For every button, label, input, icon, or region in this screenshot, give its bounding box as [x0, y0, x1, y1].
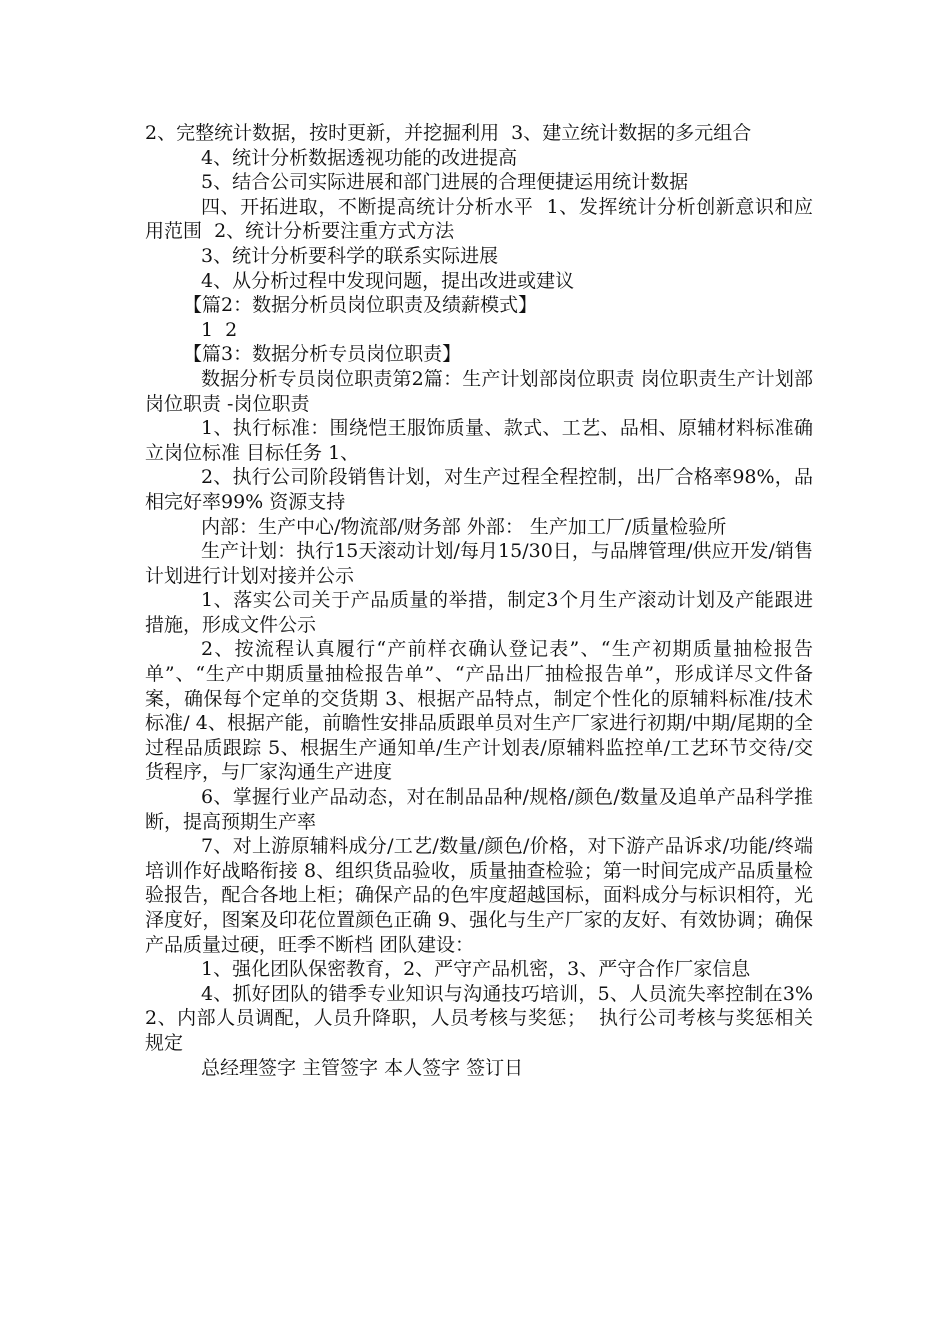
paragraph-pivot-improvement: 4、统计分析数据透视功能的改进提高: [201, 146, 518, 169]
paragraph-quality-measures: 1、落实公司关于产品质量的举措，制定3个月生产滚动计划及产能跟进措施，形成文件公示: [145, 589, 813, 636]
paragraph-supply-chain: 7、对上游原辅料成分/工艺/数量/颜色/价格，对下游产品诉求/功能/终端培训作好战略衔接 8、组织货品验收，质量抽查检验；第一时间完成产品质量检验报告，配合各地上柜；确保产品的色牢度超越国标，面料成分与标识相符，光泽度好，图案及印花位置颜色正确 9、强化与生产厂家的友好、有效协调；确保产品质量过硬，旺季不断档 团队建设：: [145, 835, 813, 956]
paragraph-statistics-data: 2、完整统计数据，按时更新，并挖掘利用 3、建立统计数据的多元组合: [145, 122, 752, 144]
paragraph-team-confidentiality: 1、强化团队保密教育，2、严守产品机密，3、严守合作厂家信息: [201, 958, 751, 981]
paragraph-sales-plan: 2、执行公司阶段销售计划，对生产过程全程控制，出厂合格率98%，品相完好率99% 资源支持: [145, 466, 813, 513]
paragraph-industry-trends: 6、掌握行业产品动态，对在制品品种/规格/颜色/数量及追单产品科学推断，提高预期生产率: [145, 786, 813, 833]
paragraph-execution-standard: 1、执行标准：围绕恺王服饰质量、款式、工艺、品相、原辅材料标准确立岗位标准 目标任务 1、: [145, 417, 813, 464]
paragraph-apply-statistics: 5、结合公司实际进展和部门进展的合理便捷运用统计数据: [201, 171, 689, 194]
paragraph-scientific-analysis: 3、统计分析要科学的联系实际进展: [201, 244, 499, 267]
paragraph-production-schedule: 生产计划：执行15天滚动计划/每月15/30日，与品牌管理/供应开发/销售计划进行计划对接并公示: [145, 540, 813, 587]
paragraph-production-plan-title: 数据分析专员岗位职责第2篇：生产计划部岗位职责 岗位职责生产计划部岗位职责 -岗位职责: [145, 367, 813, 415]
heading-part-two: 【篇2：数据分析员岗位职责及绩薪模式】: [183, 294, 538, 317]
signature-line: 总经理签字 主管签字 本人签字 签订日: [201, 1056, 524, 1079]
paragraph-section-four: 四、开拓进取，不断提高统计分析水平 1、发挥统计分析创新意识和应用范围 2、统计分析要注重方式方法: [145, 195, 813, 243]
paragraph-internal-external: 内部：生产中心/物流部/财务部 外部： 生产加工厂/质量检验所: [201, 515, 727, 538]
paragraph-process-reports: 2、按流程认真履行“产前样衣确认登记表”、“生产初期质量抽检报告单”、“生产中期质量抽检报告单”、“产品出厂抽检报告单”，形成详尽文件备案，确保每个定单的交货期 3、根据产品特点，制定个性化的原辅料标准/技术标准/ 4、根据产能，前瞻性安排品质跟单员对生产厂家进行初期/中期/尾期的全过程品质跟踪 5、根据生产通知单/生产计划表/原辅料监控单/工艺环节交待/交货程序，与厂家沟通生产进度: [145, 638, 813, 784]
heading-part-three: 【篇3：数据分析专员岗位职责】: [183, 343, 462, 366]
paragraph-team-training: 4、抓好团队的错季专业知识与沟通技巧培训，5、人员流失率控制在3% 2、内部人员调配，人员升降职，人员考核与奖惩； 执行公司考核与奖惩相关规定: [145, 982, 820, 1054]
paragraph-find-problems: 4、从分析过程中发现问题，提出改进或建议: [201, 269, 575, 292]
paragraph-numbers: 1 2: [201, 318, 238, 341]
document-page: [145, 121, 820, 1080]
